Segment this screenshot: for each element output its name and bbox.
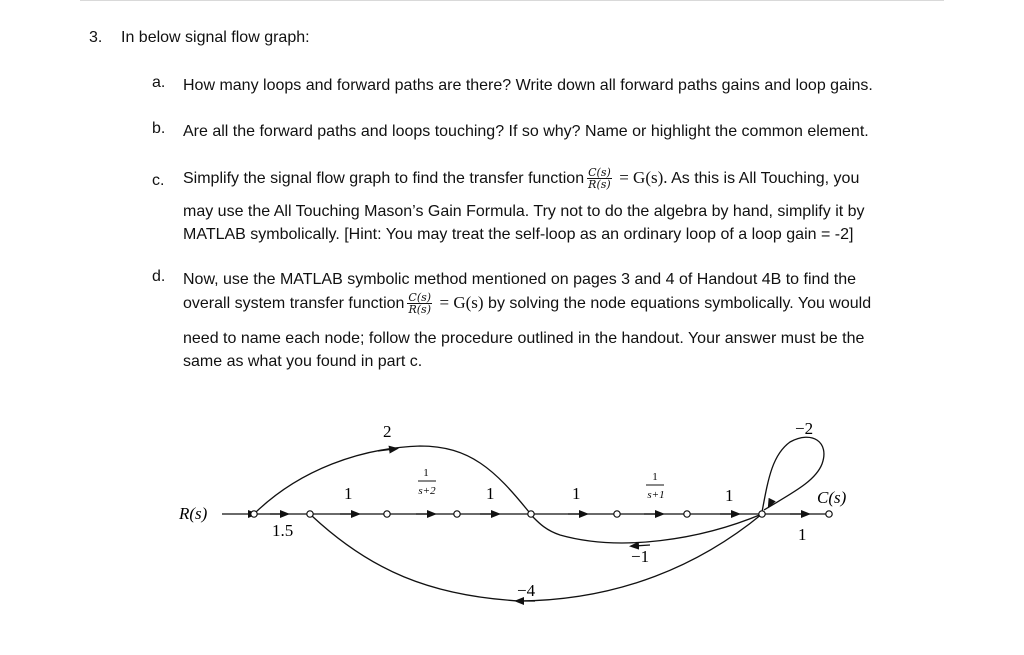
question-number: 3.: [89, 29, 103, 46]
label-s2-num: 1: [423, 467, 429, 479]
part-d-label: d.: [152, 268, 166, 285]
part-d-line2-pre: overall system transfer function: [183, 295, 405, 312]
part-d-line3: need to name each node; follow the procedure outlined in the handout. Your answer must be the: [183, 330, 865, 347]
part-d-frac-num: C(s): [408, 291, 432, 305]
part-a-text: How many loops and forward paths are there? Write down all forward paths gains and loop gains.: [183, 77, 873, 94]
part-c-line1-post: As this is All Touching, you: [671, 170, 860, 187]
label-gain-top: 2: [383, 422, 392, 441]
part-d-line4: same as what you found in part c.: [183, 353, 423, 370]
part-c-frac-den: R(s): [588, 178, 611, 192]
label-gain-self-loop: −2: [795, 419, 814, 438]
part-d-line2-post: by solving the node equations symbolically. You would: [488, 295, 872, 312]
label-gain-mid: 1: [572, 484, 581, 503]
node-8: [759, 511, 765, 517]
part-a-label: a.: [152, 74, 166, 91]
part-b-text: Are all the forward paths and loops touching? If so why? Name or highlight the common element.: [183, 123, 869, 140]
part-d-frac-den: R(s): [408, 303, 431, 317]
branch-feedback: [532, 514, 762, 543]
node-3: [384, 511, 390, 517]
label-s2-den: s+2: [418, 485, 436, 497]
branch-lower: [312, 514, 762, 601]
node-2: [307, 511, 313, 517]
label-gain-before-out: 1: [725, 486, 734, 505]
part-c-label: c.: [152, 172, 165, 189]
part-c-frac-num: C(s): [588, 166, 611, 180]
node-input: [251, 511, 257, 517]
label-s1-num: 1: [652, 471, 658, 483]
question-intro: In below signal flow graph:: [121, 29, 310, 46]
part-d-equation: = G(s): [439, 293, 484, 312]
branch-feedback-arrow: [634, 545, 650, 546]
node-7: [684, 511, 690, 517]
label-gain-lower: −4: [517, 581, 536, 600]
part-b-label: b.: [152, 120, 166, 137]
label-output: C(s): [817, 488, 847, 507]
node-4: [454, 511, 460, 517]
label-gain-feedback: −1: [631, 547, 650, 566]
part-c-line1-pre: Simplify the signal flow graph to find the transfer function: [183, 170, 585, 187]
part-d-line1: Now, use the MATLAB symbolic method mentioned on pages 3 and 4 of Handout 4B to find the: [183, 271, 856, 288]
node-5: [528, 511, 534, 517]
label-gain-first: 1: [344, 484, 353, 503]
label-s1-den: s+1: [647, 489, 665, 501]
part-c-line2: may use the All Touching Mason’s Gain Formula. Try not to do the algebra by hand, simplify it by: [183, 203, 865, 220]
label-gain-output: 1: [798, 525, 807, 544]
label-gain-after-s2: 1: [486, 484, 495, 503]
part-c-equation: = G(s).: [619, 168, 668, 187]
label-input: R(s): [179, 504, 208, 523]
node-6: [614, 511, 620, 517]
branch-self-loop-arrow: [770, 500, 772, 504]
label-gain-input: 1.5: [272, 521, 294, 540]
node-output: [826, 511, 832, 517]
part-c-line3: MATLAB symbolically. [Hint: You may treat the self-loop as an ordinary loop of a loop gain = -2]: [183, 226, 854, 243]
